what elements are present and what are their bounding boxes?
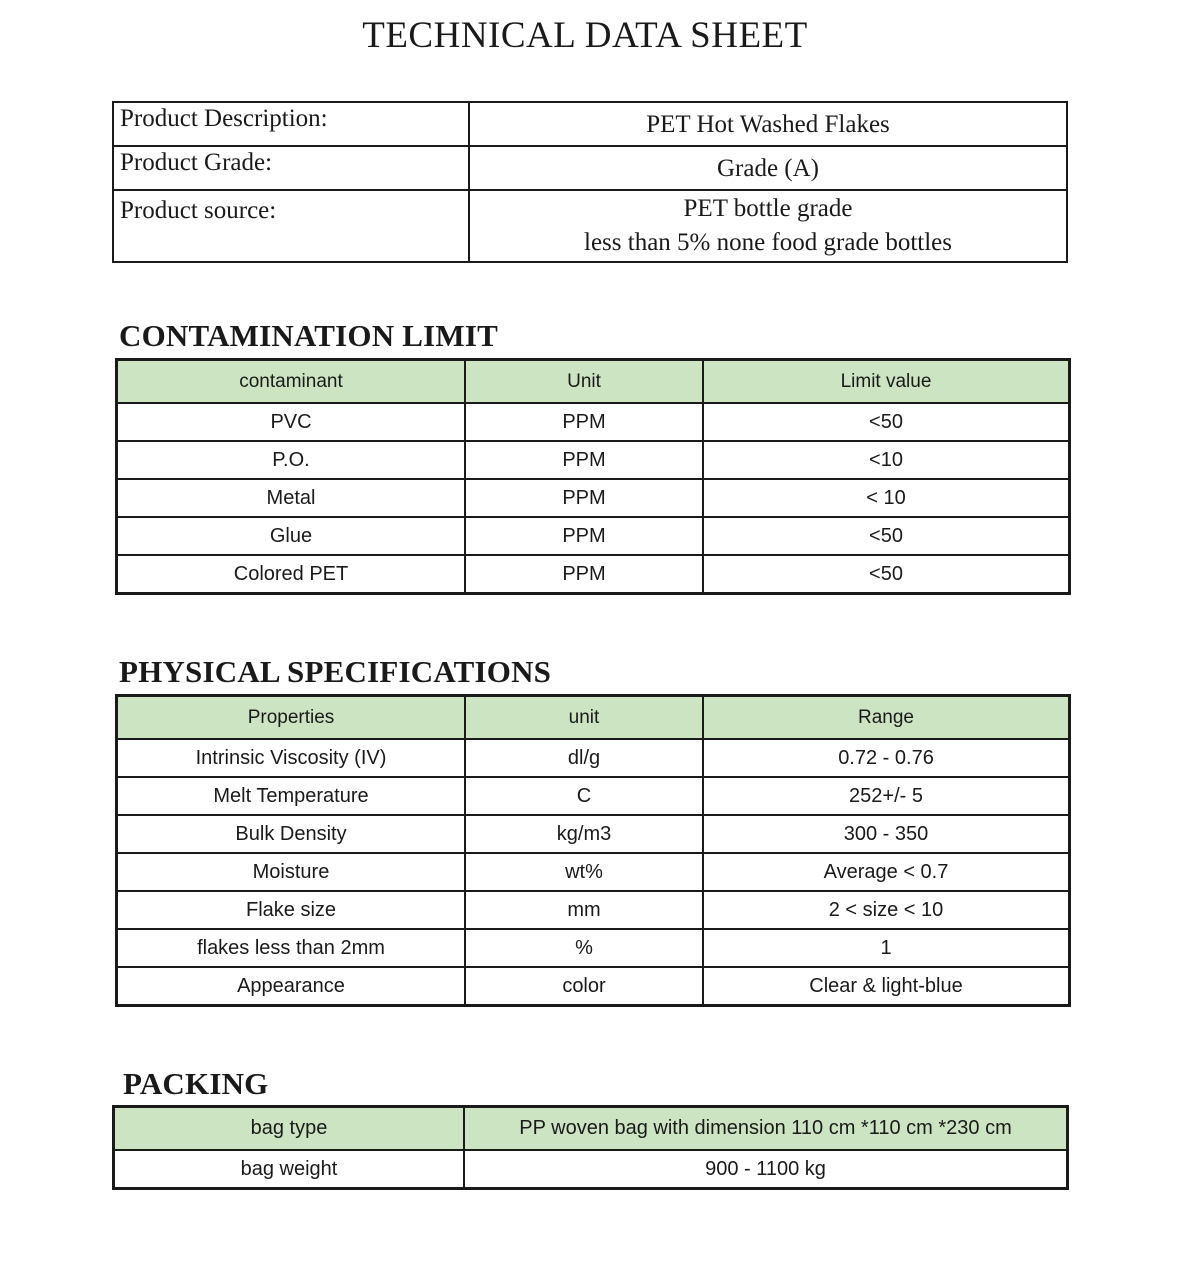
- table-row: [117, 929, 1070, 967]
- table-cell: < 10: [703, 479, 1070, 517]
- table-cell: Intrinsic Viscosity (IV): [117, 739, 466, 777]
- table-cell: Flake size: [117, 891, 466, 929]
- packing-table: [112, 1105, 1069, 1190]
- table-cell: PPM: [465, 517, 703, 555]
- product-description-value: PET Hot Washed Flakes: [469, 102, 1067, 146]
- table-cell: PPM: [465, 441, 703, 479]
- contamination-table: [115, 358, 1071, 595]
- column-header: unit: [465, 696, 703, 740]
- bag-type-value: PP woven bag with dimension 110 cm *110 cm *230 cm: [464, 1107, 1068, 1151]
- product-description-row: [113, 102, 1067, 146]
- page-title: TECHNICAL DATA SHEET: [362, 15, 808, 56]
- table-cell: 2 < size < 10: [703, 891, 1070, 929]
- bag-weight-value: 900 - 1100 kg: [464, 1150, 1068, 1189]
- table-row: [117, 777, 1070, 815]
- table-cell: Glue: [117, 517, 466, 555]
- bag-type-row: [114, 1107, 1068, 1151]
- table-cell: mm: [465, 891, 703, 929]
- table-cell: 0.72 - 0.76: [703, 739, 1070, 777]
- table-cell: dl/g: [465, 739, 703, 777]
- table-header-row: [117, 696, 1070, 740]
- bag-type-label: bag type: [114, 1107, 465, 1151]
- table-cell: flakes less than 2mm: [117, 929, 466, 967]
- table-cell: PPM: [465, 479, 703, 517]
- table-cell: %: [465, 929, 703, 967]
- table-cell: Melt Temperature: [117, 777, 466, 815]
- product-source-line-2: less than 5% none food grade bottles: [584, 229, 952, 256]
- product-grade-row: [113, 146, 1067, 190]
- column-header: contaminant: [117, 360, 466, 404]
- table-cell: Metal: [117, 479, 466, 517]
- table-row: [117, 479, 1070, 517]
- table-row: [117, 403, 1070, 441]
- table-cell: Moisture: [117, 853, 466, 891]
- table-cell: Average < 0.7: [703, 853, 1070, 891]
- table-row: [117, 555, 1070, 594]
- table-cell: 1: [703, 929, 1070, 967]
- product-source-value: [469, 190, 1067, 262]
- table-row: [117, 891, 1070, 929]
- table-cell: C: [465, 777, 703, 815]
- table-cell: <50: [703, 403, 1070, 441]
- bag-weight-row: [114, 1150, 1068, 1189]
- product-source-line-1: PET bottle grade: [683, 195, 853, 222]
- contamination-heading: CONTAMINATION LIMIT: [119, 318, 498, 353]
- table-cell: Appearance: [117, 967, 466, 1006]
- product-description-label: Product Description:: [113, 102, 469, 146]
- table-row: [117, 967, 1070, 1006]
- product-source-label: Product source:: [113, 190, 469, 262]
- table-cell: wt%: [465, 853, 703, 891]
- column-header: Limit value: [703, 360, 1070, 404]
- product-grade-value: Grade (A): [469, 146, 1067, 190]
- table-row: [117, 815, 1070, 853]
- product-grade-label: Product Grade:: [113, 146, 469, 190]
- table-cell: Colored PET: [117, 555, 466, 594]
- table-row: [117, 739, 1070, 777]
- bag-weight-label: bag weight: [114, 1150, 465, 1189]
- table-header-row: [117, 360, 1070, 404]
- table-cell: PVC: [117, 403, 466, 441]
- table-cell: <10: [703, 441, 1070, 479]
- column-header: Range: [703, 696, 1070, 740]
- table-cell: PPM: [465, 555, 703, 594]
- table-cell: <50: [703, 517, 1070, 555]
- table-cell: Bulk Density: [117, 815, 466, 853]
- table-cell: <50: [703, 555, 1070, 594]
- physical-specifications-table: [115, 694, 1071, 1007]
- table-cell: PPM: [465, 403, 703, 441]
- table-cell: color: [465, 967, 703, 1006]
- column-header: Unit: [465, 360, 703, 404]
- table-row: [117, 441, 1070, 479]
- physical-specifications-heading: PHYSICAL SPECIFICATIONS: [119, 654, 552, 689]
- table-cell: 300 - 350: [703, 815, 1070, 853]
- packing-heading: PACKING: [123, 1066, 269, 1101]
- table-cell: Clear & light-blue: [703, 967, 1070, 1006]
- table-cell: P.O.: [117, 441, 466, 479]
- table-row: [117, 517, 1070, 555]
- table-row: [117, 853, 1070, 891]
- table-cell: 252+/- 5: [703, 777, 1070, 815]
- table-cell: kg/m3: [465, 815, 703, 853]
- product-info-table: [112, 101, 1068, 263]
- column-header: Properties: [117, 696, 466, 740]
- product-source-row: [113, 190, 1067, 262]
